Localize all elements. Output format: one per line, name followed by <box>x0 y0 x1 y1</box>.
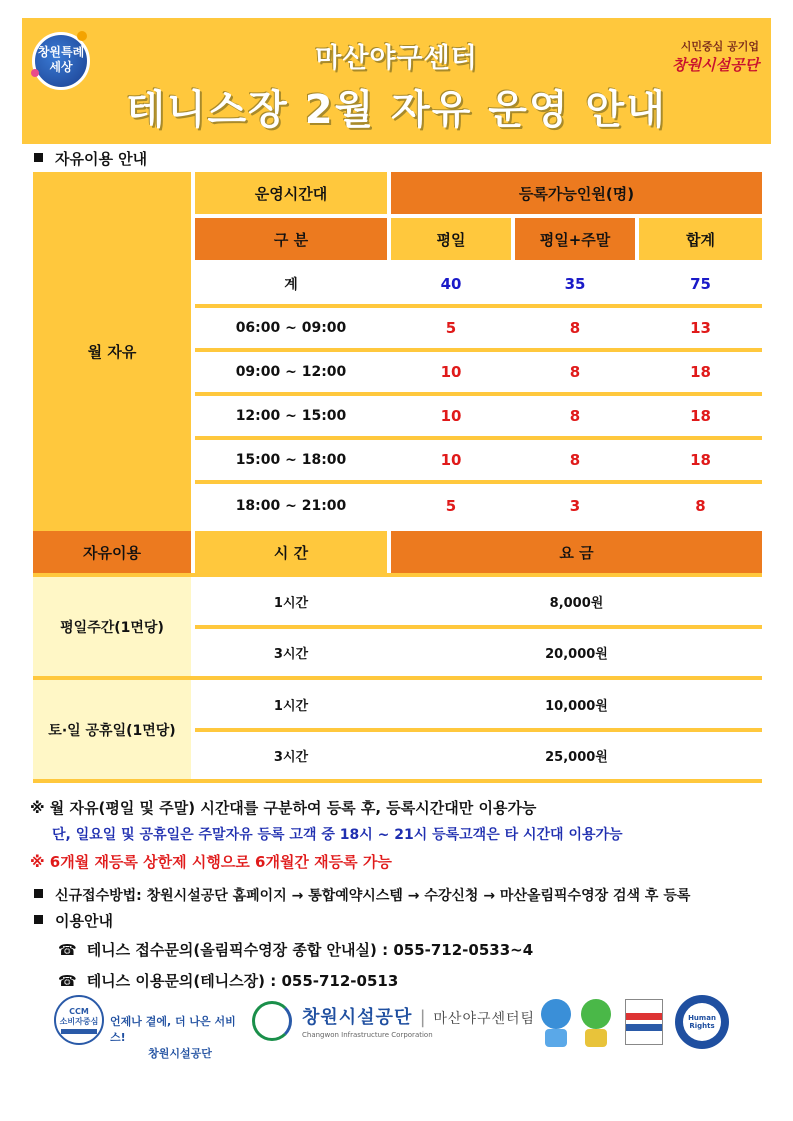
brand-tagline: 시민중심 공기업 <box>680 40 759 53</box>
fee-time: 1시간 <box>273 595 309 611</box>
fee-amount: 8,000원 <box>549 595 604 611</box>
header-subtitle: 마산야구센터 <box>315 43 478 74</box>
row-divider <box>33 779 762 783</box>
row-weekday-count: 10 <box>440 363 462 381</box>
row-both-count: 8 <box>569 363 581 381</box>
mascot-blue-icon <box>538 995 574 1051</box>
header-total: 합계 <box>639 218 762 260</box>
slogan-line1: 언제나 곁에, 더 나은 서비스! <box>110 1015 236 1044</box>
fee-header-time: 시 간 <box>195 531 387 573</box>
fee-group-weekday: 평일주간(1면당) <box>33 577 191 676</box>
page-title: 테니스장 2월 자유 운영 안내 <box>126 87 667 133</box>
row-both-count: 8 <box>569 451 581 469</box>
row-total-count: 18 <box>690 407 711 425</box>
org-logo: 창원시설공단 | 마산야구센터팀 Changwon Infrastructure Corporation <box>302 1003 542 1059</box>
info-court-phone <box>58 970 398 991</box>
section-title-text: 자유이용 안내 <box>55 150 148 168</box>
info-reception-phone <box>58 939 533 960</box>
header-capacity: 등록가능인원(명) <box>391 172 762 214</box>
fee-header-fee: 요 금 <box>391 531 762 573</box>
row-both-count: 8 <box>569 319 581 337</box>
row-time: 15:00 ~ 18:00 <box>235 452 347 468</box>
row-weekday-count: 10 <box>440 451 462 469</box>
header-weekday: 평일 <box>391 218 511 260</box>
ccm-logo-icon <box>54 995 104 1051</box>
header-category: 구 분 <box>195 218 387 260</box>
row-both-count: 8 <box>569 407 581 425</box>
row-total-count: 18 <box>690 363 711 381</box>
section-title-free-use <box>34 148 147 169</box>
ccm-top-text: CCM <box>69 1006 89 1016</box>
row-time: 18:00 ~ 21:00 <box>235 498 347 514</box>
row-both-count: 35 <box>564 275 586 293</box>
info-reception-text: 테니스 접수문의(올림픽수영장 종합 안내실) : 055-712-0533~4 <box>86 941 534 959</box>
phone-icon: ☎ <box>58 941 77 959</box>
org-english-name: Changwon Infrastructure Corporation <box>302 1031 433 1039</box>
note-reregistration: ※ 6개월 재등록 상한제 시행으로 6개월간 재등록 가능 <box>30 853 392 871</box>
row-time: 계 <box>284 277 298 293</box>
info-title <box>34 910 113 931</box>
slogan-line2: 창원시설공단 <box>148 1047 212 1060</box>
bullet-square-icon <box>34 915 43 924</box>
header-time-slot: 운영시간대 <box>195 172 387 214</box>
signup-method-text: 신규접수방법: 창원시설공단 홈페이지 → 통합예약시스템 → 수강신청 → 마산올림픽수영장 검색 후 등록 <box>55 888 691 904</box>
row-total-count: 18 <box>690 451 711 469</box>
signup-method <box>34 885 690 905</box>
city-emblem-icon <box>252 995 296 1051</box>
row-time: 09:00 ~ 12:00 <box>235 364 347 380</box>
bullet-square-icon <box>34 153 43 162</box>
row-weekday-count: 10 <box>440 407 462 425</box>
brand-logo-text: 창원시설공단 <box>672 56 759 74</box>
fee-group-weekend: 토·일 공휴일(1면당) <box>33 680 191 779</box>
org-center-name: 마산야구센터팀 <box>433 1011 536 1027</box>
info-court-text: 테니스 이용문의(테니스장) : 055-712-0513 <box>86 972 399 990</box>
ccm-mid-text: 소비자중심 <box>59 1016 99 1026</box>
fee-amount: 20,000원 <box>545 647 608 662</box>
row-total-count: 75 <box>690 275 711 293</box>
note-registration: ※ 월 자유(평일 및 주말) 시간대를 구분하여 등록 후, 등록시간대만 이용가능 <box>30 799 537 817</box>
row-weekday-count: 5 <box>445 319 457 337</box>
row-time: 06:00 ~ 09:00 <box>235 320 347 336</box>
certification-badge-icon <box>625 995 665 1051</box>
fee-time: 3시간 <box>273 647 309 662</box>
row-group-monthly: 월 자유 <box>33 172 191 531</box>
fee-time: 1시간 <box>273 698 309 714</box>
info-title-text: 이용안내 <box>55 912 113 930</box>
org-name: 창원시설공단 <box>302 1007 413 1028</box>
note-exception: 단, 일요일 및 공휴일은 주말자유 등록 고객 중 18시 ~ 21시 등록고객은 타 시간대 이용가능 <box>52 827 623 843</box>
bullet-square-icon <box>34 889 43 898</box>
city-logo-text: 창원특례 세상 <box>37 45 85 74</box>
fee-header-use: 자유이용 <box>33 531 191 573</box>
fee-amount: 10,000원 <box>545 698 608 714</box>
row-total-count: 13 <box>690 319 711 337</box>
row-time: 12:00 ~ 15:00 <box>235 408 347 424</box>
fee-time: 3시간 <box>273 750 309 765</box>
header-weekday-weekend: 평일+주말 <box>515 218 635 260</box>
row-total-count: 8 <box>695 497 706 515</box>
row-weekday-count: 5 <box>445 497 457 515</box>
mascot-green-icon <box>578 995 614 1051</box>
header-banner <box>22 18 771 144</box>
phone-icon: ☎ <box>58 972 77 990</box>
fee-amount: 25,000원 <box>545 750 608 765</box>
human-rights-logo-icon <box>675 995 735 1051</box>
slogan <box>110 1013 250 1069</box>
row-both-count: 3 <box>569 497 581 515</box>
human-rights-text: Human Rights <box>683 1003 721 1041</box>
row-weekday-count: 40 <box>440 275 462 293</box>
